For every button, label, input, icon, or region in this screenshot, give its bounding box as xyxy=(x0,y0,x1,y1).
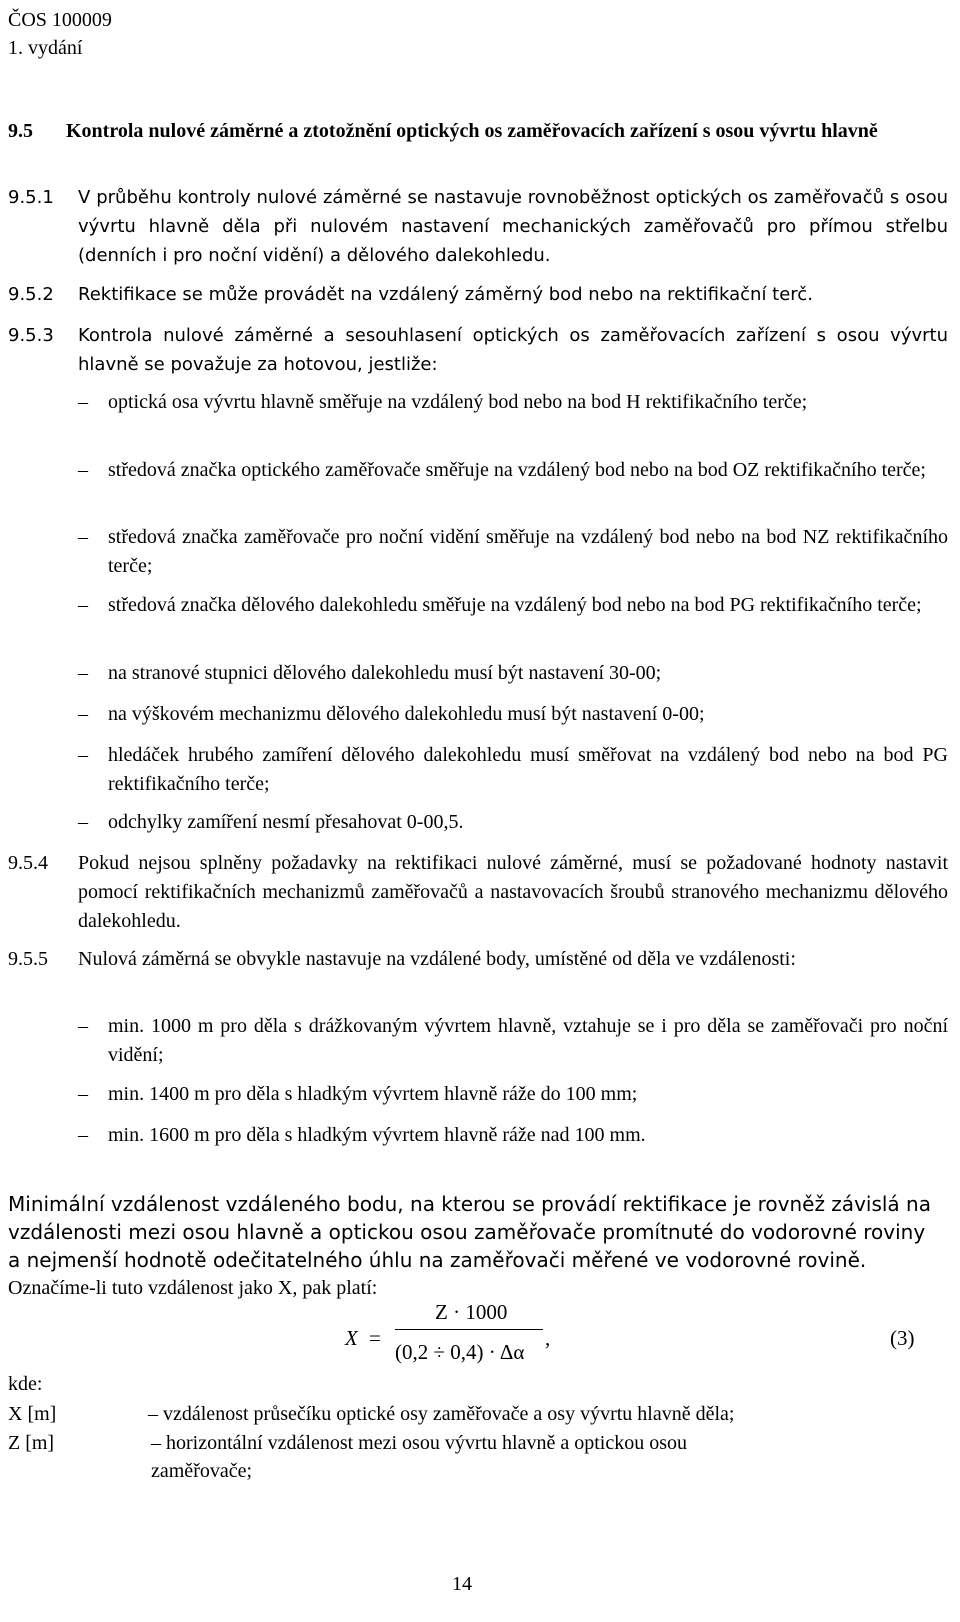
list-item: – hledáček hrubého zamíření dělového dalekohledu musí směřovat na vzdálený bod nebo na bod PG rektifikačního terče; xyxy=(78,744,948,795)
paragraph-text: Nulová záměrná se obvykle nastavuje na vzdálené body, umístěné od děla ve vzdálenosti: xyxy=(78,948,796,970)
list-item: – středová značka zaměřovače pro noční vidění směřuje na vzdálený bod nebo na bod NZ rektifikačního terče; xyxy=(78,526,948,577)
paragraph-text: Kontrola nulové záměrné a sesouhlasení optických os zaměřovacích zařízení s osou vývrtu hlavně se považuje za hotovou, jestliže: xyxy=(78,325,948,375)
formula-lhs: X xyxy=(345,1326,358,1350)
paragraph-953 xyxy=(8,321,948,379)
paragraph-951 xyxy=(8,183,948,270)
list-item: – na výškovém mechanizmu dělového dalekohledu musí být nastavení 0-00; xyxy=(78,703,705,725)
closing-paragraph: Minimální vzdálenost vzdáleného bodu, na kterou se provádí rektifikace je rovněž závislá na vzdálenosti mezi osou hlavně a optickou osou zaměřovače promítnuté do vodorovné roviny a nejmenší hodnotě odečitatelného úhlu na zaměřovači měřené ve vodorovné rovině. xyxy=(8,1192,931,1272)
section-title: Kontrola nulové záměrné a ztotožnění optických os zaměřovacích zařízení s osou vývrtu hlavně xyxy=(66,120,878,142)
definition-symbol: X [m] xyxy=(8,1403,57,1425)
formula-numerator: Z · 1000 xyxy=(435,1300,508,1324)
paragraph-text: Rektifikace se může provádět na vzdálený záměrný bod nebo na rektifikační terč. xyxy=(78,284,813,305)
paragraph-number: 9.5.3 xyxy=(8,325,54,346)
formula-equals: = xyxy=(369,1326,381,1350)
document-id: ČOS 100009 xyxy=(8,9,112,31)
paragraph-952 xyxy=(8,280,948,309)
list-item: – min. 1400 m pro děla s hladkým vývrtem hlavně ráže do 100 mm; xyxy=(78,1083,638,1105)
paragraph-number: 9.5.4 xyxy=(8,852,48,874)
equation-number: (3) xyxy=(890,1326,915,1350)
list-item: – min. 1000 m pro děla s drážkovaným vývrtem hlavně, vztahuje se i pro děla se zaměřovači pro noční vidění; xyxy=(78,1015,948,1066)
list-item: – odchylky zamíření nesmí přesahovat 0-00,5. xyxy=(78,811,464,833)
paragraph-text: V průběhu kontroly nulové záměrné se nastavuje rovnoběžnost optických os zaměřovačů s osou vývrtu hlavně děla při nulovém nastavení mechanických zaměřovačů pro přímou střelbu (denních i pro noční vidění) a dělového dalekohledu. xyxy=(78,187,948,266)
definition-text: – horizontální vzdálenost mezi osou vývrtu hlavně a optickou osou zaměřovače; xyxy=(151,1432,687,1482)
paragraph-text: Pokud nejsou splněny požadavky na rektifikaci nulové záměrné, musí se požadované hodnoty nastavit pomocí rektifikačních mechanizmů zaměřovačů a nastavovacích šroubů stranového mechanizmu dělového dalekohledu. xyxy=(78,852,948,932)
document-page: ČOS 100009 1. vydání 9.5 Kontrola nulové záměrné a ztotožnění optických os zaměřovacích zařízení s osou vývrtu hlavně 9.5.1 V průběhu kontroly nulové záměrné se nastavuje rovnoběžnost optických os zaměřovačů s osou vývrtu hlavně děla při nulovém nastavení mechanických zaměřovačů pro přímou střelbu (denních i pro noční vidění) a dělového dalekohledu. 9.5.2 Rektifikace se může provádět na vzdálený záměrný bod nebo na rektifikační terč. 9.5.3 Kontrola nulové záměrné a sesouhlasení optických os zaměřovacích zařízení s osou vývrtu hlavně se považuje za hotovou, jestliže: – optická osa vývrtu hlavně směřuje na vzdálený bod nebo na bod H rektifikačního terče; – středová značka optického zaměřovače směřuje na vzdálený bod nebo na bod OZ rektifikačního terče; – středová značka zaměřovače pro noční vidění směřuje na vzdálený bod nebo na bod NZ rektifikačního terče; – středová značka dělového dalekohledu směřuje na vzdálený bod nebo na bod PG rektifikačního terče; – na stranové stupnici dělového dalekohledu musí být nastavení 30-00; – na výškovém mechanizmu dělového dalekohledu musí být nastavení 0-00; – hledáček hrubého zamíření dělového dalekohledu musí směřovat na vzdálený bod nebo na bod PG rektifikačního terče; – odchylky zamíření nesmí přesahovat 0-00,5. 9.5.4 Pokud nejsou splněny požadavky na rektifikaci nulové záměrné, musí se požadované hodnoty nastavit pomocí rektifikačních mechanizmů zaměřovačů a nastavovacích šroubů stranového mechanizmu dělového dalekohledu. 9.5.5 Nulová záměrná se obvykle nastavuje na vzdálené body, umístěné od děla ve vzdálenosti: – min. 1000 m pro děla s drážkovaným vývrtem hlavně, vztahuje se i pro děla se zaměřovači pro noční vidění; – min. 1400 m pro děla s hladkým vývrtem hlavně ráže do 100 mm; – min. 1600 m pro děla s hladkým vývrtem hlavně ráže nad 100 mm. Minimální vzdálenost vzdáleného bodu, na kterou se provádí rektifikace je rovněž závislá na vzdálenosti mezi osou hlavně a optickou osou zaměřovače promítnuté do vodorovné roviny a nejmenší hodnotě odečitatelného úhlu na zaměřovači měřené ve vodorovné rovině. Označíme-li tuto vzdálenost jako X, pak platí: X = Z · 1000 (0,2 ÷ 0,4) · Δα , (3) kde: X [m] – vzdálenost průsečíku optické osy zaměřovače a osy vývrtu hlavně děla; Z [m] – horizontální vzdálenost mezi osou vývrtu hlavně a optickou osou zaměřovače; 14 xyxy=(0,0,960,1622)
definition-symbol: Z [m] xyxy=(8,1432,55,1454)
list-item: – středová značka dělového dalekohledu směřuje na vzdálený bod nebo na bod PG rektifikačního terče; xyxy=(78,594,922,616)
paragraph-number: 9.5.5 xyxy=(8,948,48,970)
list-item: – optická osa vývrtu hlavně směřuje na vzdálený bod nebo na bod H rektifikačního terče; xyxy=(78,391,808,413)
formula-comma: , xyxy=(545,1326,551,1350)
fraction-bar xyxy=(395,1329,543,1330)
section-number: 9.5 xyxy=(8,120,33,142)
page-number: 14 xyxy=(452,1573,472,1595)
list-item: – min. 1600 m pro děla s hladkým vývrtem hlavně ráže nad 100 mm. xyxy=(78,1124,646,1146)
paragraph-number: 9.5.1 xyxy=(8,187,54,208)
edition-label: 1. vydání xyxy=(8,37,83,59)
formula-intro: Označíme-li tuto vzdálenost jako X, pak platí: xyxy=(8,1277,378,1299)
section-heading xyxy=(8,117,938,145)
list-item: – na stranové stupnici dělového dalekohledu musí být nastavení 30-00; xyxy=(78,662,662,684)
document-header xyxy=(8,6,112,62)
paragraph-955 xyxy=(8,945,948,974)
definition-text: – vzdálenost průsečíku optické osy zaměřovače a osy vývrtu hlavně děla; xyxy=(148,1403,735,1425)
formula-denominator: (0,2 ÷ 0,4) · Δα xyxy=(395,1340,525,1364)
list-item: – středová značka optického zaměřovače směřuje na vzdálený bod nebo na bod OZ rektifikačního terče; xyxy=(78,459,926,481)
paragraph-954 xyxy=(8,849,948,936)
paragraph-number: 9.5.2 xyxy=(8,284,54,305)
equation-3 xyxy=(345,1300,945,1390)
